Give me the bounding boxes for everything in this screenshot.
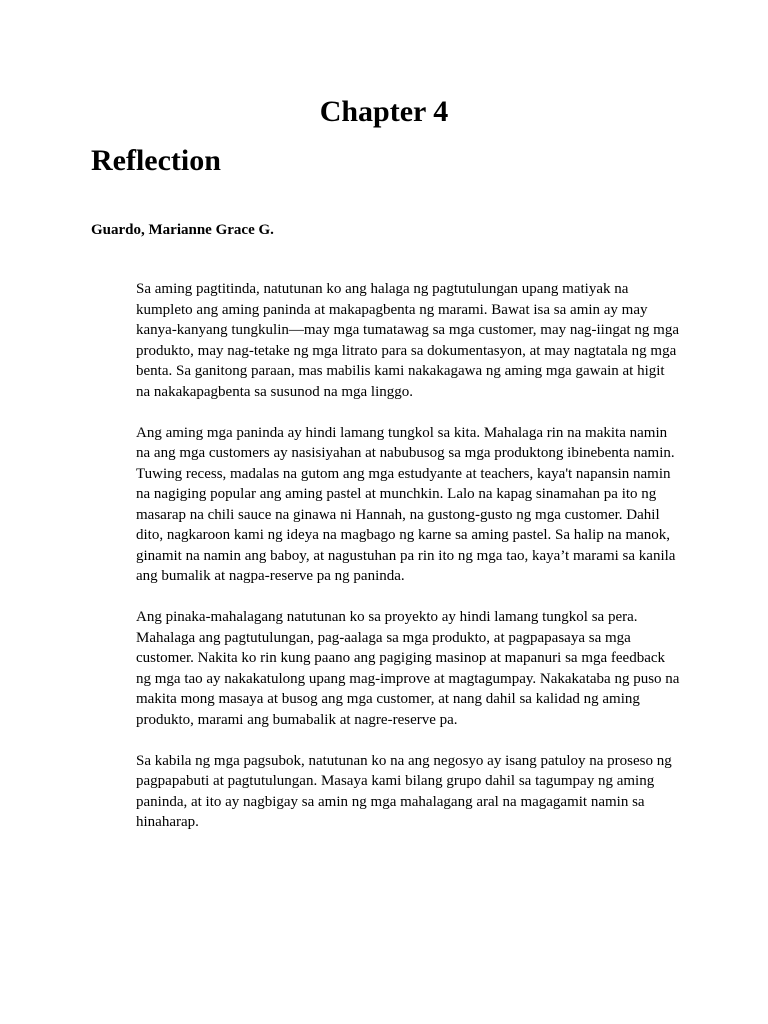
author-name: Guardo, Marianne Grace G.	[91, 222, 274, 238]
paragraph: Ang pinaka-mahalagang natutunan ko sa proyekto ay hindi lamang tungkol sa pera. Mahalaga ang pagtutulungan, pag-aalaga sa mga produkto, at pagpapasaya sa mga customer. Nakita ko rin kung paano ang pagiging masinop at mapanuri sa mga feedback ng mga tao ay nakakatulong upang mag-improve at magtagumpay. Nakakataba ng puso na makita mong masaya at busog ang mga customer, at nang dahil sa kalidad ng aming produkto, marami ang bumabalik at nagre-reserve pa.	[136, 609, 680, 728]
paragraph: Sa kabila ng mga pagsubok, natutunan ko na ang negosyo ay isang patuloy na proseso ng pagpapabuti at pagtutulungan. Masaya kami bilang grupo dahil sa tagumpay ng aming paninda, at ito ay nagbigay sa amin ng mga mahalagang aral na magagamit namin sa hinaharap.	[136, 752, 672, 830]
section-title: Reflection	[91, 144, 221, 177]
paragraph: Ang aming mga paninda ay hindi lamang tungkol sa kita. Mahalaga rin na makita namin na ang mga customers ay nasisiyahan at nabubusog sa mga produktong ibinebenta namin. Tuwing recess, madalas na gutom ang mga estudyante at teachers, kaya't napansin namin na nagiging popular ang aming pastel at munchkin. Lalo na kapag sinamahan pa ito ng masarap na chili sauce na ginawa ni Hannah, na gustong-gusto ng mga customer. Dahil dito, nagkaroon kami ng ideya na magbago ng karne sa aming pastel. Sa halip na manok, ginamit na namin ang baboy, at nagustuhan pa rin ito ng mga tao, kaya’t marami sa kanila ang bumalik at nagpa-reserve pa ng paninda.	[136, 424, 676, 584]
chapter-heading: Chapter 4	[319, 95, 449, 128]
paragraph: Sa aming pagtitinda, natutunan ko ang halaga ng pagtutulungan upang matiyak na kumpleto ang aming paninda at makapagbenta ng marami. Bawat isa sa amin ay may kanya-kanyang tungkulin—may mga tumatawag sa mga customer, may nag-iingat ng mga produkto, may nag-tetake ng mga litrato para sa dokumentasyon, at may nagtatala ng mga benta. Sa ganitong paraan, mas mabilis kami nakakagawa ng aming mga gawain at higit na nakakapagbenta sa susunod na mga linggo.	[136, 281, 680, 400]
body-text	[136, 279, 682, 853]
